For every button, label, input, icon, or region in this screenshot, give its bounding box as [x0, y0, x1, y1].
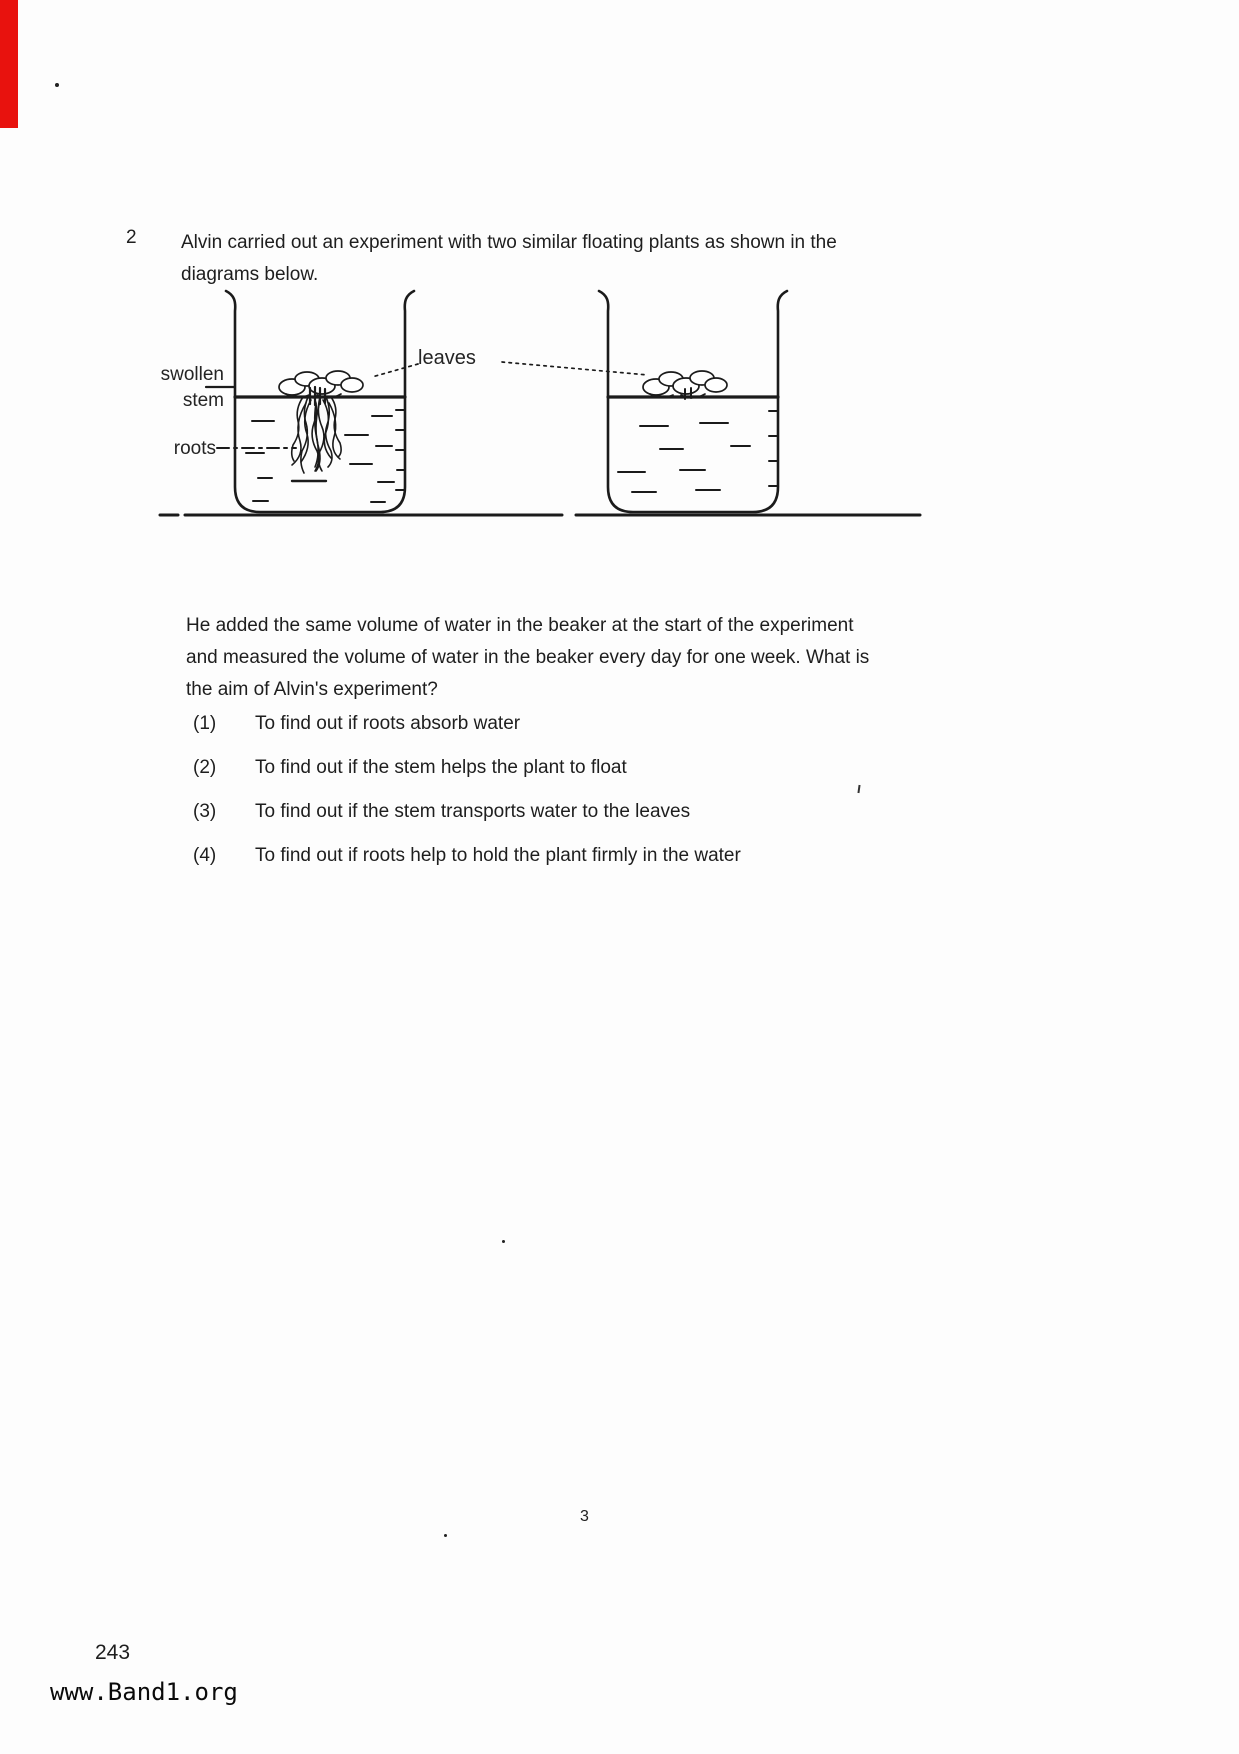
- experiment-diagram: [140, 285, 960, 535]
- option-4-number: (4): [193, 845, 217, 866]
- scan-speck: [444, 1534, 447, 1537]
- paragraph-line2: and measured the volume of water in the beaker every day for one week. What is: [186, 647, 870, 668]
- question-text: [181, 227, 941, 291]
- website-watermark: www.Band1.org: [50, 1678, 238, 1706]
- label-roots: roots: [173, 438, 216, 459]
- option-2-number: (2): [193, 757, 217, 778]
- option-4: [193, 846, 993, 866]
- option-1-text: To find out if roots absorb water: [255, 713, 521, 734]
- paragraph-line3: the aim of Alvin's experiment?: [186, 679, 438, 700]
- scan-speck: [55, 83, 59, 87]
- beakers-drawing: [140, 285, 960, 535]
- label-swollen-line2: stem: [182, 390, 224, 411]
- label-leaves: leaves: [418, 347, 476, 369]
- question-paragraph: [186, 610, 956, 706]
- question-text-line2: diagrams below.: [181, 264, 319, 285]
- scan-edge-artifact: [0, 0, 18, 128]
- document-number: 243: [95, 1641, 131, 1664]
- scan-speck: [502, 1240, 505, 1243]
- page-number: 3: [580, 1508, 589, 1525]
- option-3-text: To find out if the stem transports water to the leaves: [255, 801, 691, 822]
- answer-options: [193, 714, 993, 890]
- option-3-number: (3): [193, 801, 217, 822]
- option-2: [193, 758, 993, 778]
- question-text-line1: Alvin carried out an experiment with two similar floating plants as shown in the: [181, 232, 837, 253]
- option-3: [193, 802, 993, 822]
- label-swollen-line1: swollen: [160, 364, 224, 385]
- label-swollen-stem: [140, 362, 224, 414]
- option-2-text: To find out if the stem helps the plant to float: [255, 757, 627, 778]
- option-1-number: (1): [193, 713, 217, 734]
- option-1: [193, 714, 993, 734]
- question-number: 2: [126, 227, 137, 248]
- option-4-text: To find out if roots help to hold the plant firmly in the water: [255, 845, 741, 866]
- paragraph-line1: He added the same volume of water in the beaker at the start of the experiment: [186, 615, 854, 636]
